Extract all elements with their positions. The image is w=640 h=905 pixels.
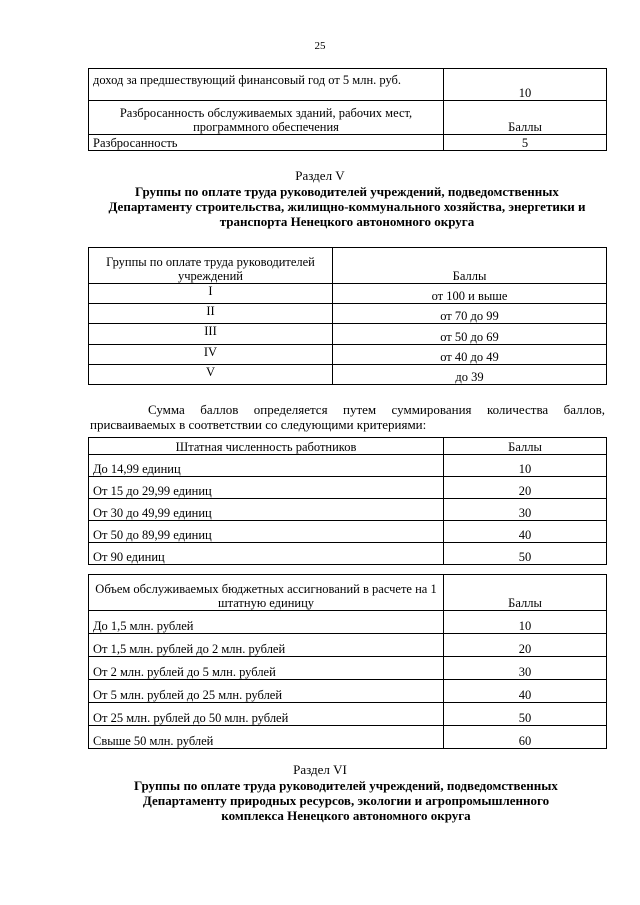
paragraph: Сумма баллов определяется путем суммирования количества баллов, присваиваемых в соответствии со следующими критериями: <box>90 402 605 432</box>
table-cell: доход за предшествующий финансовый год от 5 млн. руб. <box>89 69 444 101</box>
table-cell: От 15 до 29,99 единиц <box>89 477 444 499</box>
table-budget-volume <box>88 574 607 749</box>
table-row <box>89 657 607 680</box>
table-cell: От 1,5 млн. рублей до 2 млн. рублей <box>89 634 444 657</box>
table-row <box>89 680 607 703</box>
table-cell: 30 <box>444 499 607 521</box>
column-header: Баллы <box>333 248 607 284</box>
table-row <box>89 284 607 304</box>
table-cell: I <box>89 284 333 304</box>
table-row <box>89 135 607 151</box>
table-header-row <box>89 248 607 284</box>
table-row <box>89 101 607 135</box>
table-cell: 10 <box>444 69 607 101</box>
table-cell: 10 <box>444 455 607 477</box>
page-number: 25 <box>314 40 326 52</box>
table-row <box>89 365 607 385</box>
table-cell: 5 <box>444 135 607 151</box>
table-cell: От 50 до 89,99 единиц <box>89 521 444 543</box>
table-cell: 40 <box>444 521 607 543</box>
section-vi-title: Группы по оплате труда руководителей учреждений, подведомственных Департаменту природных ресурсов, экологии и агропромышленного комплекса Ненецкого автономного округа <box>134 778 558 823</box>
column-header: Группы по оплате труда руководителей учреждений <box>89 248 333 284</box>
column-header: Баллы <box>444 575 607 611</box>
column-header: Штатная численность работников <box>89 438 444 455</box>
table-cell: 20 <box>444 477 607 499</box>
table-cell: от 70 до 99 <box>333 304 607 324</box>
section-v-title: Группы по оплате труда руководителей учреждений, подведомственных Департаменту строительства, жилищно-коммунального хозяйства, энергетики и транспорта Ненецкого автономного округа <box>108 184 586 229</box>
table-row <box>89 345 607 365</box>
table-row <box>89 69 607 101</box>
table-cell: Разбросанность <box>89 135 444 151</box>
table-cell: 30 <box>444 657 607 680</box>
table-row <box>89 611 607 634</box>
table-row <box>89 634 607 657</box>
table-cell: от 40 до 49 <box>333 345 607 365</box>
table-criteria-continuation <box>88 68 607 151</box>
table-row <box>89 455 607 477</box>
table-cell: до 39 <box>333 365 607 385</box>
table-cell: 50 <box>444 703 607 726</box>
table-cell: 60 <box>444 726 607 749</box>
table-cell: 20 <box>444 634 607 657</box>
table-row <box>89 726 607 749</box>
column-header: Баллы <box>444 438 607 455</box>
section-v-heading: Раздел V <box>295 168 345 183</box>
table-cell: От 90 единиц <box>89 543 444 565</box>
table-row <box>89 304 607 324</box>
table-cell: От 25 млн. рублей до 50 млн. рублей <box>89 703 444 726</box>
table-header-row <box>89 438 607 455</box>
table-row <box>89 521 607 543</box>
table-cell: от 50 до 69 <box>333 324 607 345</box>
column-header: Объем обслуживаемых бюджетных ассигнований в расчете на 1 штатную единицу <box>89 575 444 611</box>
table-cell: Разбросанность обслуживаемых зданий, рабочих мест, программного обеспечения <box>89 101 444 135</box>
table-cell: От 30 до 49,99 единиц <box>89 499 444 521</box>
table-groups <box>88 247 607 385</box>
table-cell: II <box>89 304 333 324</box>
table-cell: III <box>89 324 333 345</box>
table-cell: 50 <box>444 543 607 565</box>
table-staff-count <box>88 437 607 565</box>
table-cell: Свыше 50 млн. рублей <box>89 726 444 749</box>
table-cell: Баллы <box>444 101 607 135</box>
table-row <box>89 324 607 345</box>
table-cell: 10 <box>444 611 607 634</box>
table-cell: От 2 млн. рублей до 5 млн. рублей <box>89 657 444 680</box>
table-row <box>89 477 607 499</box>
table-cell: От 5 млн. рублей до 25 млн. рублей <box>89 680 444 703</box>
section-vi-heading: Раздел VI <box>293 762 347 777</box>
table-cell: от 100 и выше <box>333 284 607 304</box>
table-row <box>89 543 607 565</box>
table-header-row <box>89 575 607 611</box>
table-cell: V <box>89 365 333 385</box>
table-cell: До 1,5 млн. рублей <box>89 611 444 634</box>
table-row <box>89 703 607 726</box>
table-cell: 40 <box>444 680 607 703</box>
table-cell: IV <box>89 345 333 365</box>
table-row <box>89 499 607 521</box>
table-cell: До 14,99 единиц <box>89 455 444 477</box>
